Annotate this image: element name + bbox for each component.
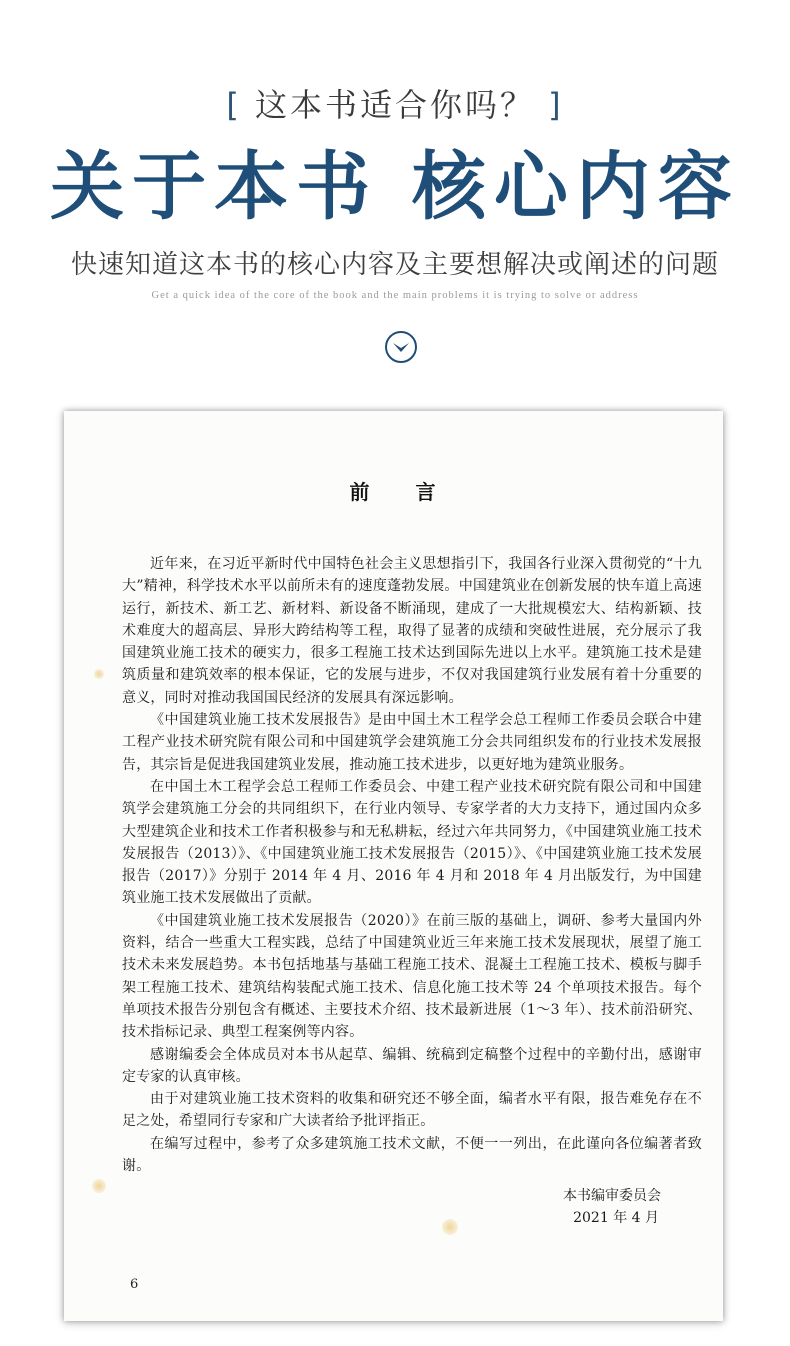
- paper-speck: [94, 669, 104, 679]
- question-tagline: [0, 80, 790, 126]
- signature-date: 2021 年 4 月: [573, 1210, 659, 1226]
- paragraph: 近年来，在习近平新时代中国特色社会主义思想指引下，我国各行业深入贯彻党的“十九大”精神，科学技术水平以前所未有的速度蓬勃发展。中国建筑业在创新发展的快车道上高速运行，新技术、新工艺、新材料、新设备不断涌现，建成了一大批规模宏大、结构新颖、技术难度大的超高层、异形大跨结构等工程，取得了显著的成绩和突破性进展，充分展示了我国建筑业施工技术的硬实力，很多工程施工技术达到国际先进以上水平。建筑施工技术是建筑质量和建筑效率的根本保证，它的发展与进步，不仅对我国建筑行业发展有着十分重要的意义，同时对推动我国国民经济的发展具有深远影响。: [122, 556, 702, 706]
- paragraph: 由于对建筑业施工技术资料的收集和研究还不够全面，编者水平有限，报告难免存在不足之处，希望同行专家和广大读者给予批评指正。: [122, 1091, 702, 1130]
- paragraph: 在中国土木工程学会总工程师工作委员会、中建工程产业技术研究院有限公司和中国建筑学会建筑施工分会的共同组织下，在行业内领导、专家学者的大力支持下，通过国内众多大型建筑企业和技术工作者积极参与和无私耕耘，经过六年共同努力，《中国建筑业施工技术发展报告（2013）》、《中国建筑业施工技术发展报告（2015）》、《中国建筑业施工技术发展报告（2017）》分别于 2014 年 4 月、2016 年 4 月和 2018 年 4 月出版发行，为中国建筑业施工技术发展做出了贡献。: [122, 778, 702, 907]
- bracket-left: [: [226, 86, 242, 124]
- paragraph: 在编写过程中，参考了众多建筑施工技术文献，不便一一列出，在此谨向各位编著者致谢。: [122, 1135, 702, 1175]
- page-title: 关于本书 核心内容: [50, 144, 740, 230]
- preface-heading: [64, 476, 723, 505]
- chevron-down-circle-icon[interactable]: [384, 330, 418, 364]
- page-number: 6: [130, 1277, 139, 1292]
- subtitle-chinese: 快速知道这本书的核心内容及主要想解决或阐述的问题: [70, 250, 719, 280]
- signature-org: 本书编审委员会: [563, 1188, 661, 1204]
- book-page-scan: [64, 411, 723, 1321]
- tagline-text: 这本书适合你吗？: [254, 86, 535, 124]
- paragraph: 感谢编委会全体成员对本书从起草、编辑、统稿到定稿整个过程中的辛勤付出，感谢审定专家的认真审核。: [122, 1046, 702, 1085]
- paper-speck: [442, 1219, 458, 1235]
- paragraph: 《中国建筑业施工技术发展报告（2020）》在前三版的基础上，调研、参考大量国内外资料，结合一些重大工程实践，总结了中国建筑业近三年来施工技术发展现状，展望了施工技术未来发展趋势。本书包括地基与基础工程施工技术、混凝土工程施工技术、模板与脚手架工程施工技术、建筑结构装配式施工技术、信息化施工技术等 24 个单项技术报告。每个单项技术报告分别包含有概述、主要技术介绍、技术最新进展（1～3 年）、技术前沿研究、技术指标记录、典型工程案例等内容。: [122, 912, 702, 1041]
- signature-block: [563, 1185, 661, 1229]
- subtitle-english: Get a quick idea of the core of the book and the main problems it is trying to solve or address: [151, 290, 639, 301]
- bracket-right: ]: [548, 86, 564, 124]
- preface-heading-char: 前: [349, 480, 372, 504]
- paper-speck: [92, 1179, 106, 1193]
- paragraph: 《中国建筑业施工技术发展报告》是由中国土木工程学会总工程师工作委员会联合中建工程产业技术研究院有限公司和中国建筑学会建筑施工分会共同组织发布的行业技术发展报告，其宗旨是促进我国建筑业发展，推动施工技术进步，以更好地为建筑业服务。: [122, 712, 702, 773]
- preface-body: [122, 553, 702, 1177]
- intro-header: [0, 0, 790, 390]
- preface-heading-char: 言: [415, 480, 438, 504]
